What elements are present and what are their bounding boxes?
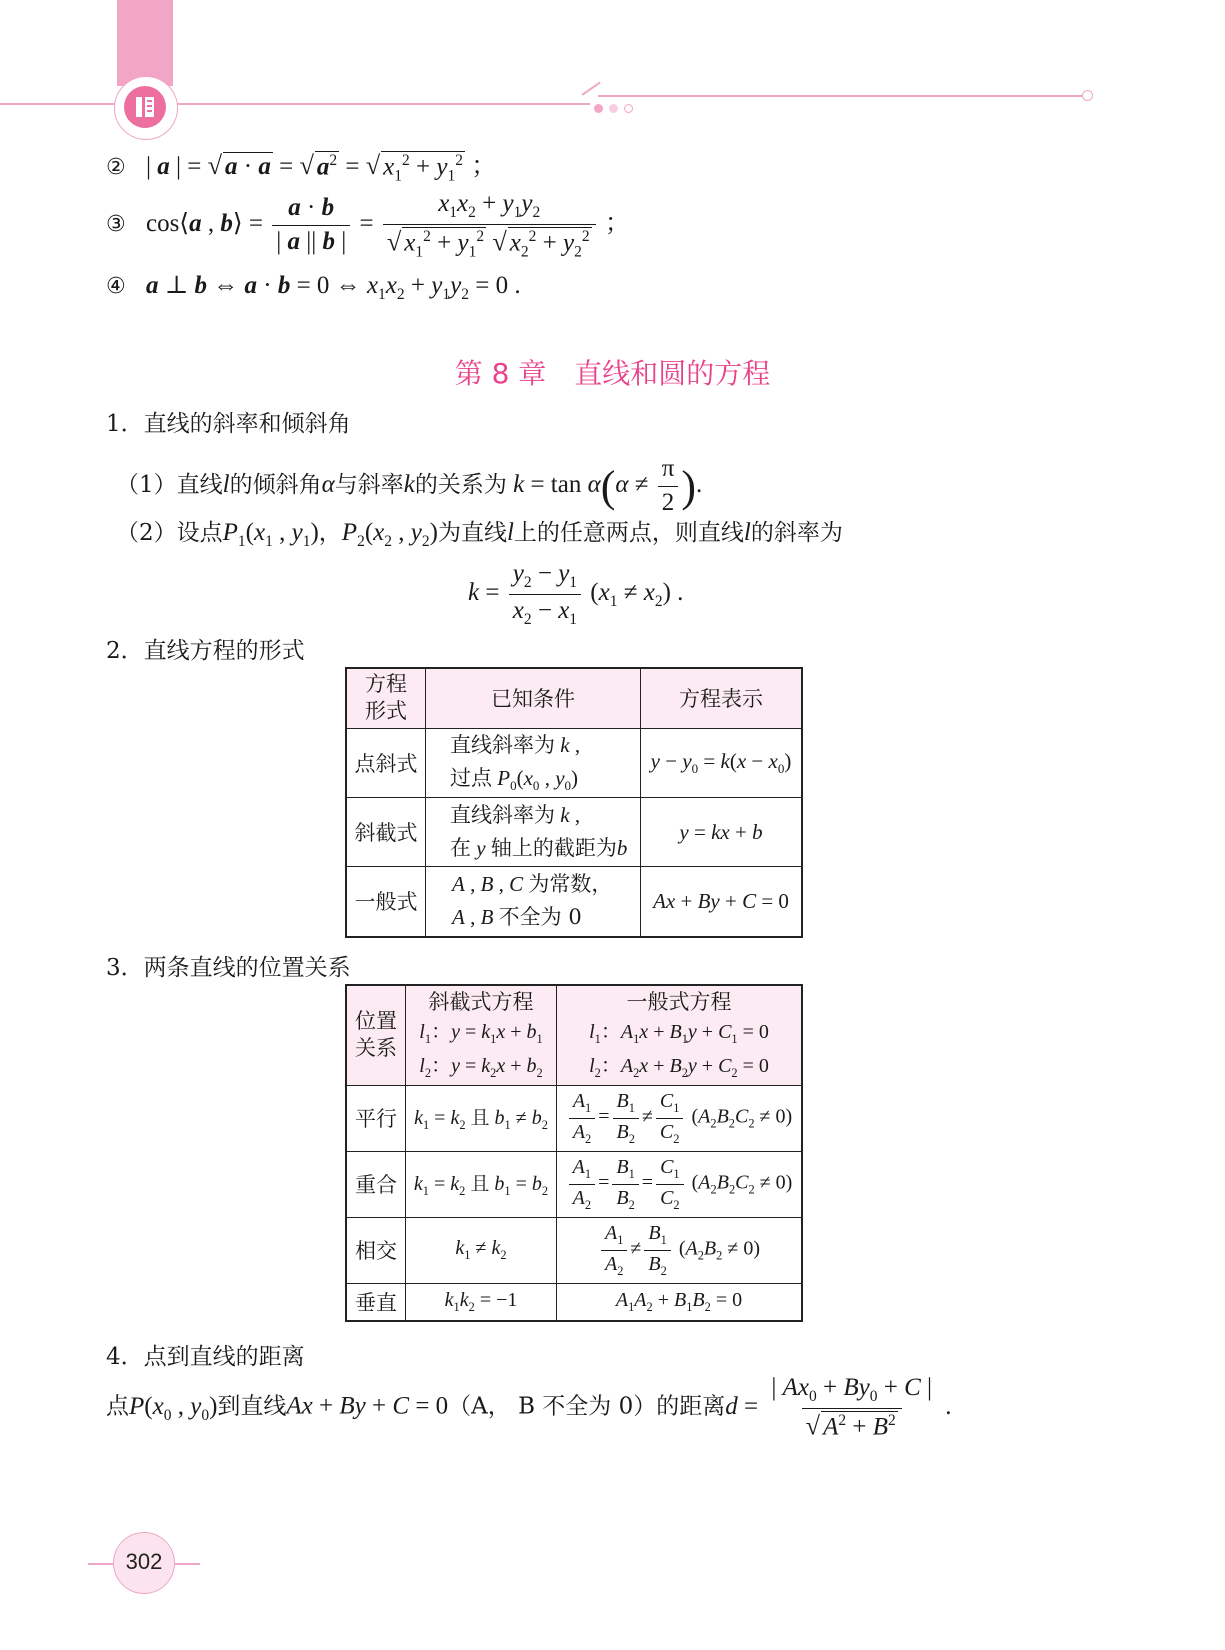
table1-row2-equation: y = kx + b — [641, 798, 803, 867]
s1p1-prefix: （1）直线 — [116, 471, 223, 498]
formula-2: ② | a | = √ a · a = √ $a^2$ = √ $x_1^2 + y_1^2$ ； — [106, 151, 497, 184]
formula-2-label: ② — [106, 155, 126, 180]
table2-row-perpendicular-label: 垂直 — [346, 1283, 406, 1321]
table2-header-slope-intercept: 斜截式方程 $l_1$：$y = k_1x + b_1$ $l_2$：$y = k_2x + b_2$ — [406, 985, 557, 1085]
formula-4: ④ a ⊥ b ⇔ a · b = 0 ⇔ $x_1x_2 + y_1y_2 = 0$ . — [106, 272, 521, 303]
table2-h1a: 位置 — [355, 1008, 397, 1033]
header-line-diagonal — [582, 82, 601, 96]
formula-2-semicolon: ； — [471, 151, 497, 180]
table1-row2-condition: 直线斜率为 k , 在 y 轴上的截距为b — [426, 798, 641, 867]
table2-row-parallel-general: $\frac{A_1}{A_2}$ = $\frac{B_1}{B_2}$ ≠ $\frac{C_1}{C_2}$ $(A_2B_2C_2 \ne 0)$ — [557, 1085, 803, 1151]
table2-row-intersect-label: 相交 — [346, 1217, 406, 1283]
formula-3-semicolon: ； — [604, 208, 630, 238]
table2-row-intersect-general: $\frac{A_1}{A_2}$ ≠ $\frac{B_1}{B_2}$ $(A_2B_2 \ne 0)$ — [557, 1217, 803, 1283]
header-dot-1 — [594, 104, 603, 113]
table1-row1-cond1: 直线斜率为 — [450, 732, 555, 757]
table1-row1-cond2: 过点 — [450, 766, 492, 791]
formula-3: ③ cos⟨a , b⟩ = $\frac{a \cdot b}{| a || b |}$ = $\frac{x_1x_2 + y_1y_2}{√ x_1^2 + y_1^2 √ x_2^2 + y_2^2}$ ； — [106, 190, 630, 261]
slope-formula: k = $\frac{y_2 - y_1}{x_2 - x_1}$ $(x_1 \ne x_2)$ . — [468, 560, 684, 628]
table2-row-perpendicular-slope: $k_1k_2 = -1$ — [406, 1283, 557, 1321]
table2-header-general: 一般式方程 $l_1$：$A_1x + B_1y + C_1 = 0$ $l_2$：$A_2x + B_2y + C_2 = 0$ — [557, 985, 803, 1085]
table1-row3-condition: A , B , C 为常数， A , B 不全为 0 — [426, 867, 641, 937]
table1-row2-form: 斜截式 — [346, 798, 426, 867]
formula-4-label: ④ — [106, 274, 126, 299]
header-line-end-ring — [1082, 90, 1093, 101]
table2-h1b: 关系 — [355, 1036, 397, 1061]
table2-header-relation — [346, 985, 406, 1085]
section-1-para-1: （1）直线l的倾斜角α与斜率k的关系为 k = tan α(α ≠ $\frac{\pi}{2}$ ). — [116, 455, 703, 516]
table1-row2-cond2b: 轴上的截距为 — [490, 836, 617, 861]
table1-header-equation: 方程表示 — [641, 668, 803, 728]
line-position-relation-table — [345, 984, 803, 1322]
table1-row1-condition: 直线斜率为 k , 过点 $P_0(x_0$ , $y_0$) — [426, 728, 641, 798]
section-1-para-2: （2）设点$P_1(x_1$ , $y_1$)，$P_2(x_2$ , $y_2$)为直线l上的任意两点，则直线l的斜率为 — [116, 519, 843, 550]
table2-and-2: 且 — [470, 1173, 490, 1195]
table2-row-coincide-slope: $k_1 = k_2$ 且 $b_1 = b_2$ — [406, 1151, 557, 1217]
header-dot-3 — [624, 104, 633, 113]
table2-row-coincide-general: $\frac{A_1}{A_2}$ = $\frac{B_1}{B_2}$ = $\frac{C_1}{C_2}$ $(A_2B_2C_2 \ne 0)$ — [557, 1151, 803, 1217]
section-3-heading: 3．两条直线的位置关系 — [106, 955, 351, 981]
table2-row-parallel-label: 平行 — [346, 1085, 406, 1151]
table1-row3-cond1: 为常数， — [528, 871, 613, 896]
section-2-heading: 2．直线方程的形式 — [106, 638, 305, 664]
table1-h1b: 形式 — [365, 699, 407, 724]
section-4-para: 点$P(x_0$ , $y_0$)到直线Ax + By + C = 0（A， B 不全为 0）的距离d = $\frac{| Ax_0 + By_0 + C |}{√ A^2 + B^2}$ . — [106, 1374, 952, 1441]
s1p1-mid1: 的倾斜角 — [229, 471, 322, 498]
table1-row2-cond1: 直线斜率为 — [450, 802, 555, 827]
table2-row-perpendicular-general: $A_1A_2 + B_1B_2 = 0$ — [557, 1283, 803, 1321]
s1p1-mid3: 的关系为 — [414, 471, 507, 498]
table1-row1-form: 点斜式 — [346, 728, 426, 798]
section-4-heading: 4．点到直线的距离 — [106, 1344, 305, 1370]
table2-row-coincide-label: 重合 — [346, 1151, 406, 1217]
s1p2-end: 的斜率为 — [750, 520, 843, 546]
s4-prefix: 点 — [106, 1393, 129, 1420]
table1-row2-cond2a: 在 — [450, 836, 471, 861]
table1-row1-equation: $y - y_0 = k(x - x_0)$ — [641, 728, 803, 798]
s1p2-mid: 为直线 — [437, 520, 507, 546]
table2-row-intersect-slope: $k_1 \ne k_2$ — [406, 1217, 557, 1283]
header-line-right — [598, 95, 1083, 97]
table1-header-form — [346, 668, 426, 728]
header-line-left — [0, 103, 590, 105]
table1-row3-cond2: 不全为 0 — [498, 905, 582, 930]
table2-row-parallel-slope: $k_1 = k_2$ 且 $b_1 \ne b_2$ — [406, 1085, 557, 1151]
table2-and-1: 且 — [470, 1107, 490, 1129]
section-1-heading: 1．直线的斜率和倾斜角 — [106, 411, 351, 437]
s1p2-prefix: （2）设点 — [116, 520, 223, 546]
s1p1-mid2: 与斜率 — [334, 471, 404, 498]
table1-header-condition: 已知条件 — [426, 668, 641, 728]
table1-h1a: 方程 — [365, 671, 407, 696]
page-number: 302 — [125, 1549, 163, 1574]
chapter-tab — [117, 0, 173, 86]
table2-h2: 斜截式方程 — [428, 990, 534, 1015]
s1p2-mid2: 上的任意两点，则直线 — [513, 520, 744, 546]
table2-h3: 一般式方程 — [626, 990, 732, 1015]
page-number-line-left — [88, 1563, 114, 1565]
line-equation-forms-table — [345, 667, 803, 938]
formula-3-label: ③ — [106, 212, 126, 238]
book-icon — [124, 86, 166, 128]
chapter-title: 第 8 章 直线和圆的方程 — [454, 357, 771, 390]
s4-mid2: （A， B 不全为 0）的距离 — [448, 1393, 726, 1420]
table1-row3-equation: Ax + By + C = 0 — [641, 867, 803, 937]
page-number-line-right — [174, 1563, 200, 1565]
table1-row3-form: 一般式 — [346, 867, 426, 937]
s4-mid: 到直线 — [217, 1393, 287, 1420]
header-dot-2 — [609, 104, 618, 113]
